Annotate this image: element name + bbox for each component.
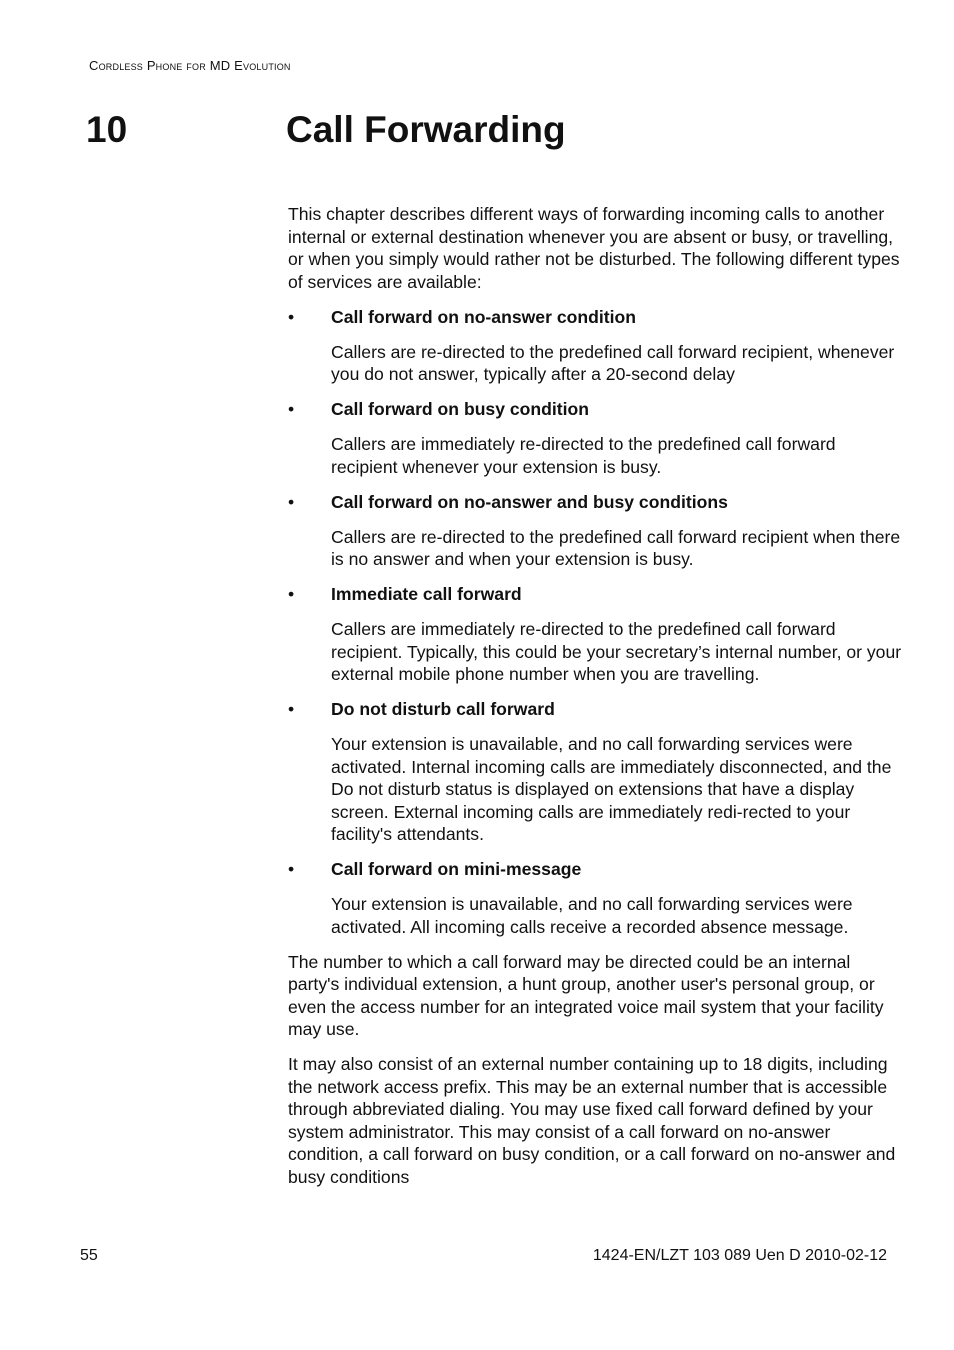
service-description: Callers are immediately re-directed to the predefined call forward recipient. Typically, this could be your secretary’s internal number, or your external mobile phone number when you are travelling. — [331, 619, 902, 684]
service-title: Call forward on no-answer condition — [331, 306, 636, 327]
service-title: Call forward on mini-message — [331, 859, 582, 879]
running-header: Cordless Phone for MD Evolution — [89, 58, 291, 73]
chapter-number: 10 — [86, 109, 128, 150]
service-item — [288, 398, 904, 478]
chapter-body — [288, 203, 904, 1201]
service-description: Callers are immediately re-directed to the predefined call forward recipient whenever your extension is busy. — [331, 434, 836, 477]
service-description: Your extension is unavailable, and no call forwarding services were activated. Internal incoming calls are immediately disconnected, and the Do not disturb status is displayed on extensions that have a display screen. External incoming calls are immediately redi-rected to your facility's attendants. — [331, 734, 892, 844]
service-title: Call forward on no-answer and busy conditions — [331, 491, 728, 512]
bullet-icon: • — [288, 306, 295, 327]
bullet-icon: • — [288, 699, 295, 719]
chapter-title: Call Forwarding — [286, 109, 566, 150]
service-heading — [288, 491, 904, 514]
service-item — [288, 491, 904, 571]
service-item — [288, 583, 904, 686]
closing-paragraph: The number to which a call forward may be directed could be an internal party's individual extension, a hunt group, another user's personal group, or even the access number for an integrated voice mail system that your facility may use. — [288, 951, 884, 1039]
bullet-icon: • — [288, 399, 295, 419]
closing-paragraph: It may also consist of an external number containing up to 18 digits, including the network access prefix. This may be an external number that is accessible through abbreviated dialing. You may use fixed call forward defined by your system administrator. This may consist of a call forward on no-answer condition, a call forward on busy condition, or a call forward on no-answer and busy conditions — [288, 1054, 896, 1187]
service-heading — [288, 858, 904, 881]
service-item — [288, 698, 904, 846]
service-title: Call forward on busy condition — [331, 399, 590, 419]
service-description: Your extension is unavailable, and no call forwarding services were activated. All incoming calls receive a recorded absence message. — [331, 894, 853, 937]
service-heading — [288, 583, 904, 606]
service-heading — [288, 398, 904, 421]
service-heading — [288, 306, 904, 329]
page-number: 55 — [80, 1247, 98, 1264]
service-item — [288, 858, 904, 938]
document-id: 1424-EN/LZT 103 089 Uen D 2010-02-12 — [592, 1247, 887, 1264]
bullet-icon: • — [288, 491, 295, 512]
intro-paragraph: This chapter describes different ways of forwarding incoming calls to another internal or external destination whenever you are absent or busy, or travelling, or when you simply would rather not be disturbed. The following different types of services are available: — [288, 204, 900, 292]
service-title: Do not disturb call forward — [331, 699, 555, 719]
service-description: Callers are re-directed to the predefined call forward recipient when there is no answer and when your extension is busy. — [331, 526, 901, 569]
service-description: Callers are re-directed to the predefined call forward recipient, whenever you do not answer, typically after a 20-second delay — [331, 341, 895, 384]
bullet-icon: • — [288, 584, 295, 604]
service-heading — [288, 698, 904, 721]
service-title: Immediate call forward — [331, 584, 522, 604]
service-item — [288, 306, 904, 386]
bullet-icon: • — [288, 859, 295, 879]
